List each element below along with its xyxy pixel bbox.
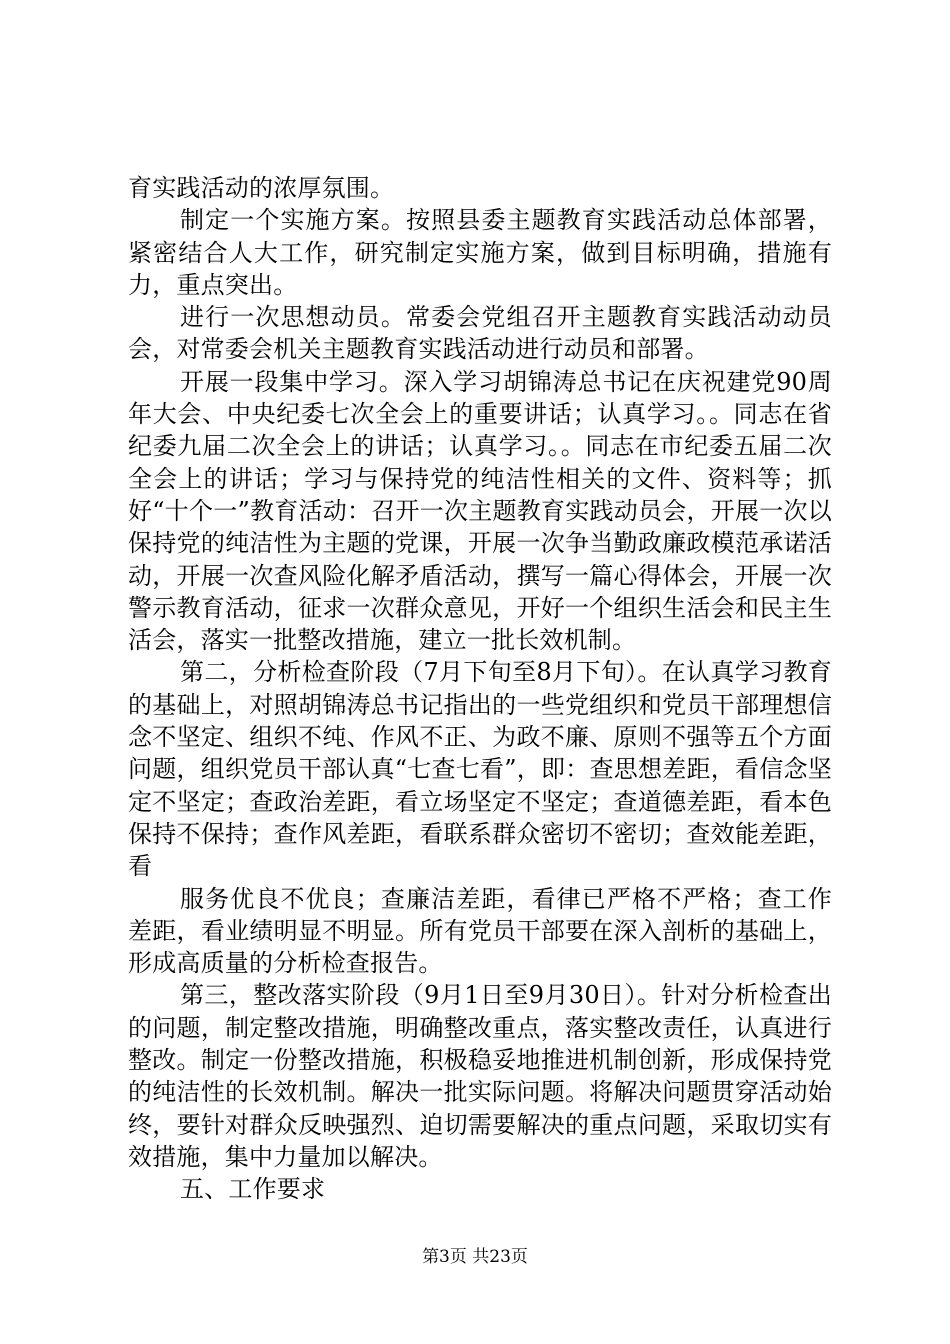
paragraph-4: 开展一段集中学习。深入学习胡锦涛总书记在庆祝建党90周年大会、中央纪委七次全会上的重要讲话；认真学习。。同志在省纪委九届二次全会上的讲话；认真学习。。同志在市纪委五届二次全会上的讲话；学习与保持党的纯洁性相关的文件、资料等；抓好“十个一”教育活动：召开一次主题教育实践动员会，开展一次以保持党的纯洁性为主题的党课，开展一次争当勤政廉政模范承诺活动，开展一次查风险化解矛盾活动，撰写一篇心得体会，开展一次警示教育活动，征求一次群众意见，开好一个组织生活会和民主生活会，落实一批整改措施，建立一批长效机制。 xyxy=(128,367,832,655)
paragraph-6: 服务优良不优良；查廉洁差距，看律已严格不严格；查工作差距，看业绩明显不明显。所有党员干部要在深入剖析的基础上，形成高质量的分析检查报告。 xyxy=(128,884,832,978)
document-body xyxy=(128,172,832,1206)
paragraph-2: 制定一个实施方案。按照县委主题教育实践活动总体部署，紧密结合人大工作，研究制定实施方案，做到目标明确，措施有力，重点突出。 xyxy=(128,206,832,299)
page-number: 第3页 共23页 xyxy=(422,1247,528,1267)
section-heading: 五、工作要求 xyxy=(180,1175,326,1204)
paragraph-1: 育实践活动的浓厚氛围。 xyxy=(128,174,395,202)
paragraph-7: 第三，整改落实阶段（9月1日至9月30日）。针对分析检查出的问题，制定整改措施，明确整改重点，落实整改责任，认真进行整改。制定一份整改措施，积极稳妥地推进机制创新，形成保持党的纯洁性的长效机制。解决一批实际问题。将解决问题贯穿活动始终，要针对群众反映强烈、迫切需要解决的重点问题，采取切实有效措施，集中力量加以解决。 xyxy=(128,981,832,1171)
paragraph-3: 进行一次思想动员。常委会党组召开主题教育实践活动动员会，对常委会机关主题教育实践活动进行动员和部署。 xyxy=(128,303,832,364)
paragraph-5: 第二，分析检查阶段（7月下旬至8月下旬）。在认真学习教育的基础上，对照胡锦涛总书记指出的一些党组织和党员干部理想信念不坚定、组织不纯、作风不正、为政不廉、原则不强等五个方面问题，组织党员干部认真“七查七看”，即：查思想差距，看信念坚定不坚定；查政治差距，看立场坚定不坚定；查道德差距，看本色保持不保持；查作风差距，看联系群众密切不密切；查效能差距，看 xyxy=(128,658,832,881)
